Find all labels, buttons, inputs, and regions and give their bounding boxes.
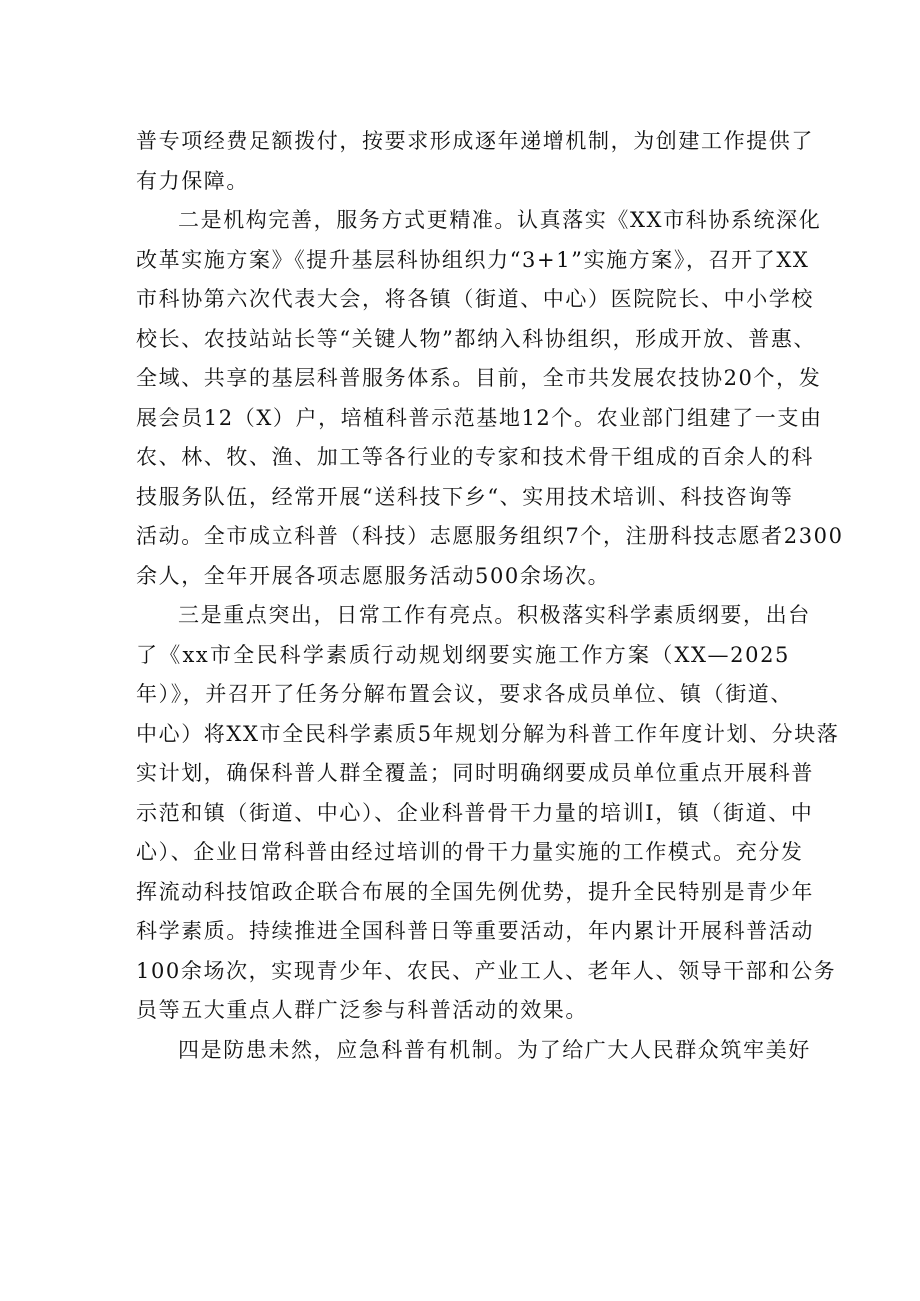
text-line: 三是重点突出，日常工作有亮点。积极落实科学素质纲要，出台 [178,603,811,627]
text-line: 有力保障。 [136,168,249,193]
document-body [136,122,844,1070]
text-line: 挥流动科技馆政企联合布展的全国先例优势，提升全民特别是青少年 [136,879,814,904]
text-line: 农、林、牧、渔、加工等各行业的专家和技术骨干组成的百余人的科 [136,445,814,469]
text-line: 中心）将XX市全民科学素质5年规划分解为科普工作年度计划、分块落 [136,721,840,746]
text-line: 年）》，并召开了任务分解布置会议，要求各成员单位、镇（街道、 [136,682,793,706]
paragraph-1 [136,122,814,201]
text-line: 员等五大重点人群广泛参与科普活动的效果。 [136,998,588,1022]
text-line: 100余场次，实现青少年、农民、产业工人、老年人、领导干部和公务 [136,958,837,983]
text-line: 技服务队伍，经常开展“送科技下乡“、实用技术培训、科技咨询等 [136,484,794,509]
text-line: 市科协第六次代表大会，将各镇（街道、中心）医院院长、中小学校 [136,287,814,311]
text-line: 实计划，确保科普人群全覆盖；同时明确纲要成员单位重点开展科普 [136,761,814,785]
text-line: 校长、农技站站长等“关键人物”都纳入科协组织，形成开放、普惠、 [136,326,817,351]
text-line: 心）、企业日常科普由经过培训的骨干力量实施的工作模式。充分发 [136,840,804,864]
text-line: 全域、共享的基层科普服务体系。目前，全市共发展农技协20个，发 [136,366,822,390]
text-line: 普专项经费足额拨付，按要求形成逐年递增机制，为创建工作提供了 [136,129,814,153]
text-line: 了《xx市全民科学素质行动规划纲要实施工作方案（XX—2025 [136,642,790,667]
paragraph-2 [136,201,844,596]
text-line: 展会员12（X）户，培植科普示范基地12个。农业部门组建了一支由 [136,405,823,430]
text-line: 二是机构完善，服务方式更精准。认真落实《XX市科协系统深化 [178,208,822,232]
text-line: 活动。全市成立科普（科技）志愿服务组织7个，注册科技志愿者2300 [136,524,844,548]
text-line: 四是防患未然，应急科普有机制。为了给广大人民群众筑牢美好 [178,1037,811,1062]
text-line: 科学素质。持续推进全国科普日等重要活动，年内累计开展科普活动 [136,919,814,943]
paragraph-4 [136,1031,811,1071]
paragraph-3 [136,596,840,1031]
text-line: 改革实施方案》《提升基层科协组织力“3+1”实施方案》，召开了XX [136,247,810,272]
text-line: 余人，全年开展各项志愿服务活动500余场次。 [136,563,611,588]
text-line: 示范和镇（街道、中心）、企业科普骨干力量的培训I，镇（街道、中 [136,800,814,825]
